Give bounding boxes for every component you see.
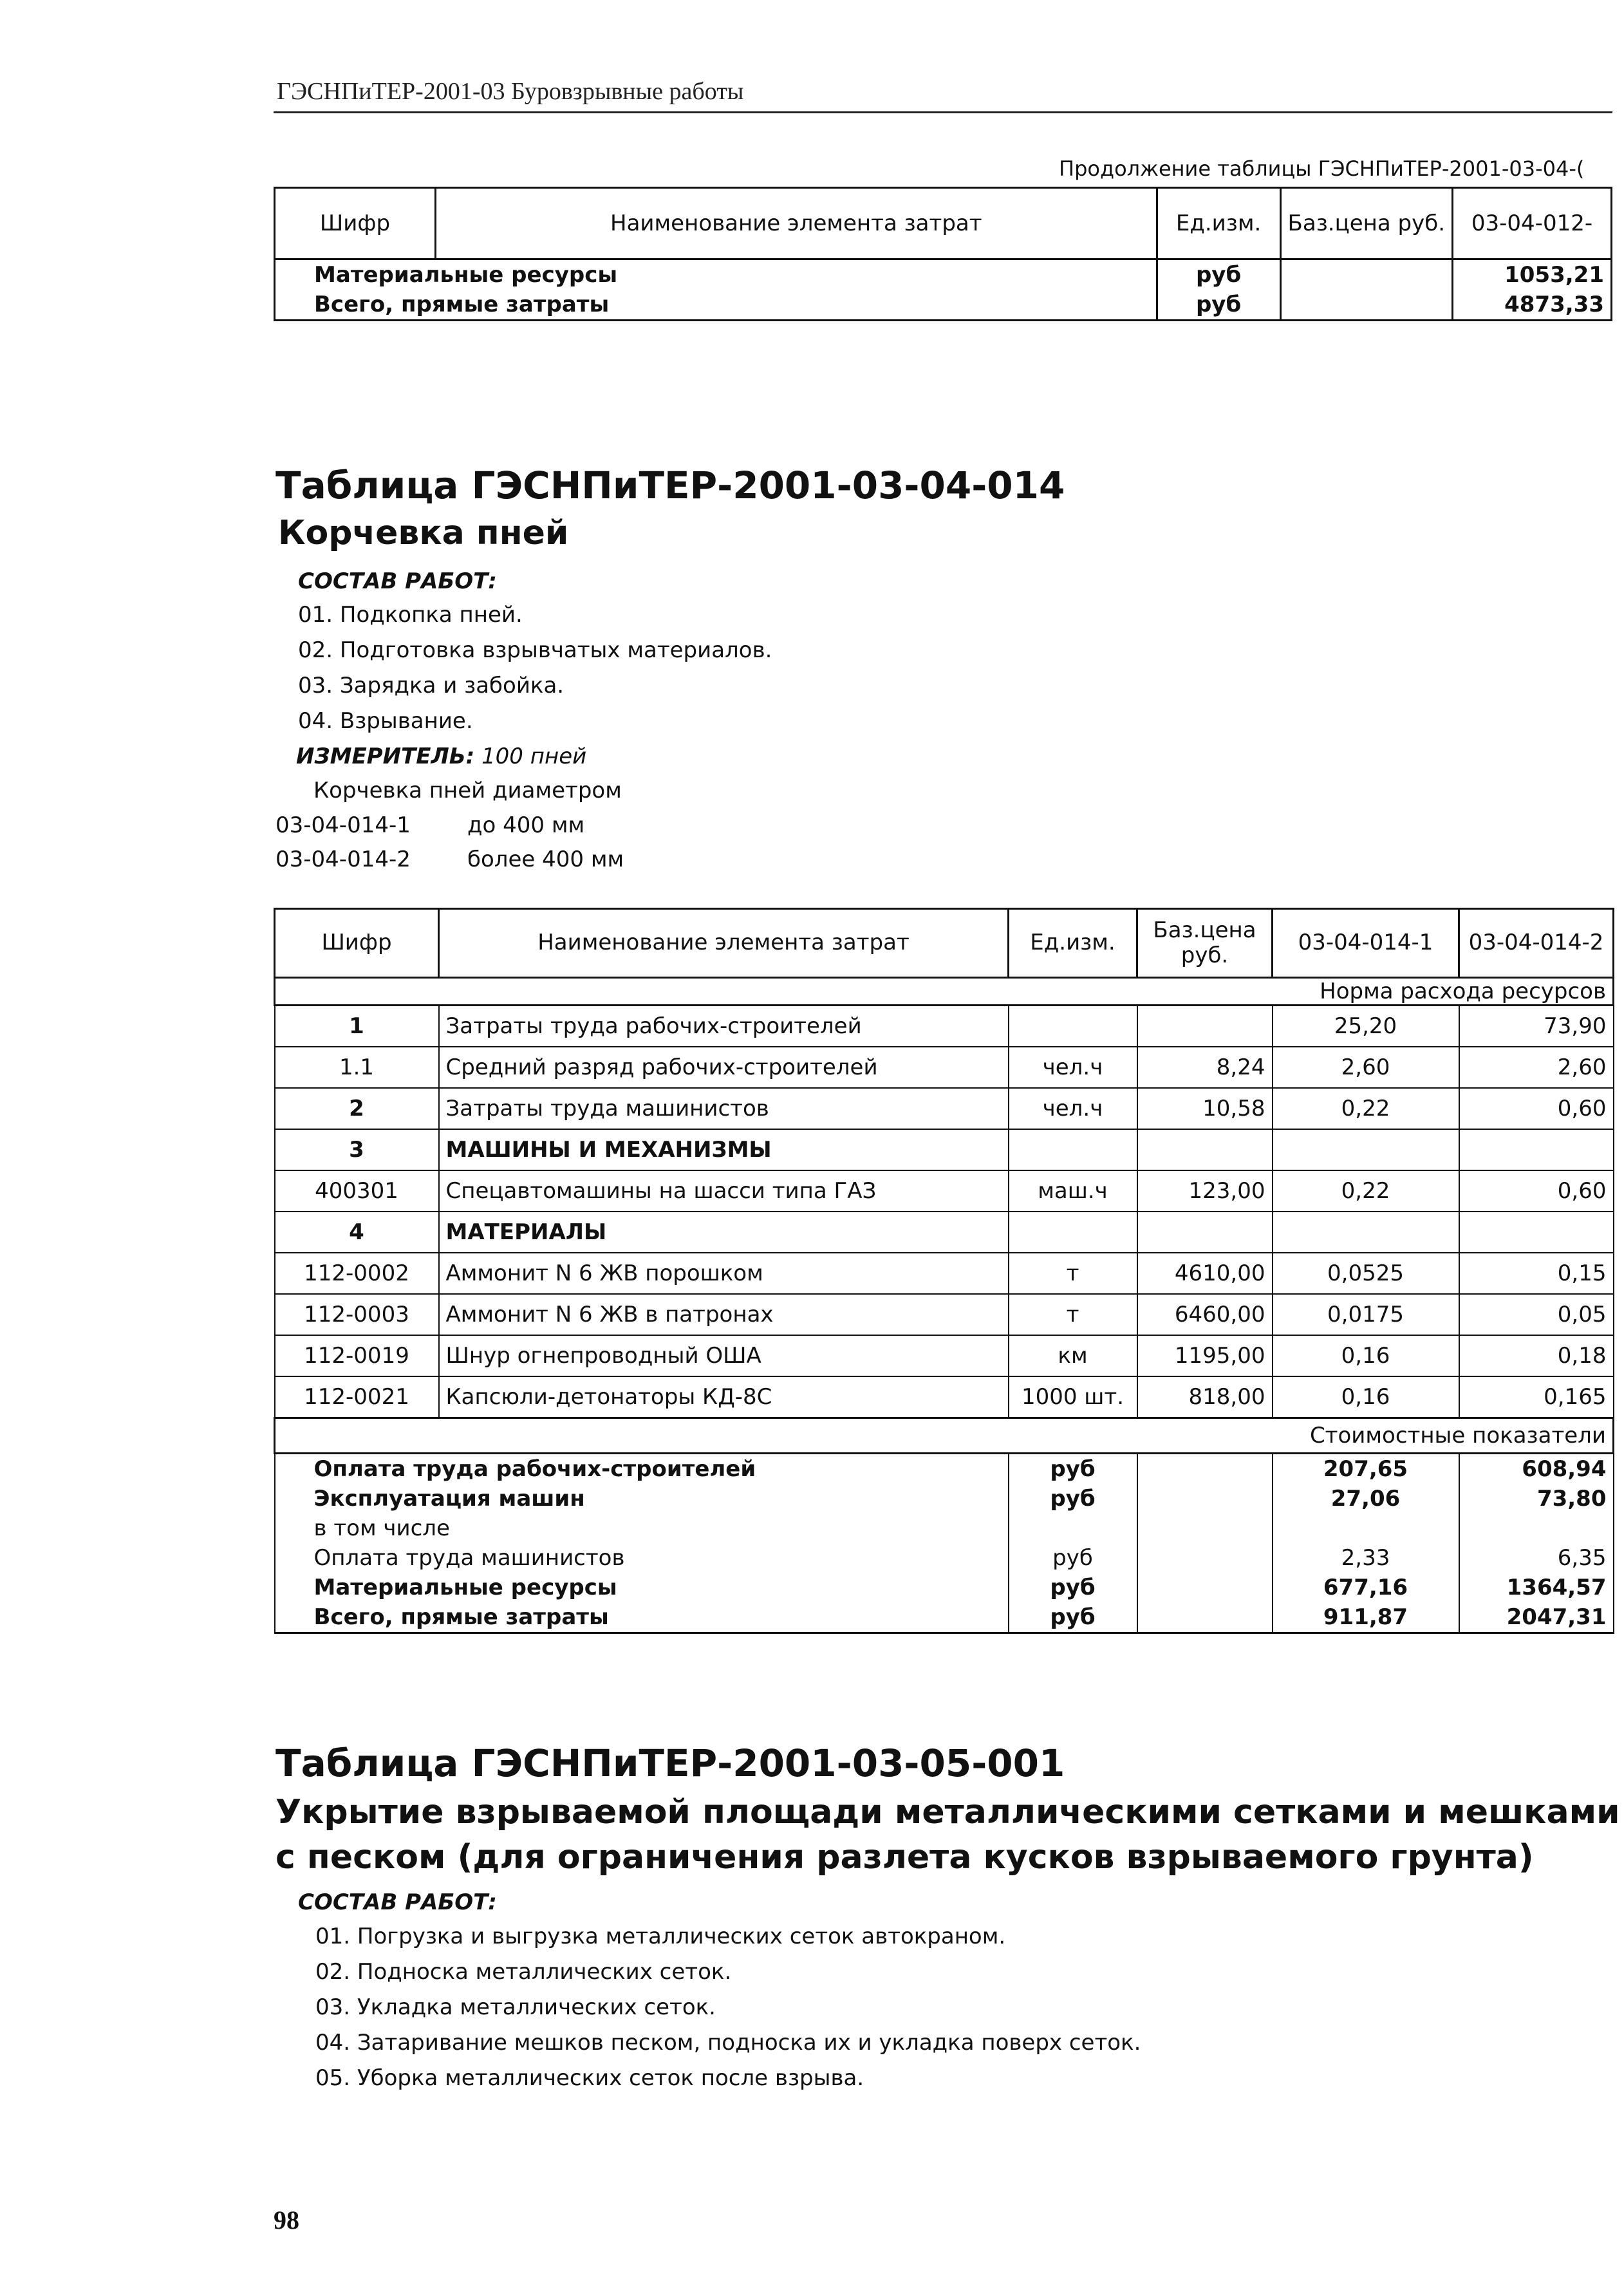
row-price	[1280, 290, 1452, 321]
table1-description: Корчевка пней диаметром	[313, 778, 622, 803]
row-value: 4873,33	[1453, 290, 1612, 321]
table-row	[275, 1376, 1614, 1418]
row-name: Аммонит N 6 ЖВ в патронах	[439, 1294, 1009, 1335]
code: 03-04-014-1	[275, 812, 411, 838]
cost-caption: Стоимостные показатели	[275, 1418, 1614, 1454]
resource-header-row	[275, 909, 1614, 978]
col-header-code-1: 03-04-014-1	[1273, 909, 1459, 978]
cost-unit: руб	[1009, 1573, 1137, 1602]
row-value-2: 0,60	[1459, 1170, 1614, 1212]
row-value-1: 0,0525	[1273, 1253, 1459, 1294]
row-value-2	[1459, 1129, 1614, 1170]
row-value-1: 2,60	[1273, 1047, 1459, 1088]
row-name: МАТЕРИАЛЫ	[439, 1212, 1009, 1253]
row-code: 1	[275, 1006, 439, 1047]
row-value-1: 0,16	[1273, 1376, 1459, 1418]
cost-value-1: 207,65	[1273, 1454, 1459, 1485]
row-price: 818,00	[1137, 1376, 1273, 1418]
resource-table	[274, 908, 1614, 1634]
cost-name: Всего, прямые затраты	[275, 1602, 1009, 1633]
table-row	[275, 290, 1612, 321]
col-header-code-2: 03-04-014-2	[1459, 909, 1614, 978]
row-code: 112-0003	[275, 1294, 439, 1335]
row-name: Средний разряд рабочих-строителей	[439, 1047, 1009, 1088]
col-header-code-value: 03-04-012-	[1453, 188, 1612, 259]
col-header-name: Наименование элемента затрат	[439, 909, 1009, 978]
row-name: Затраты труда рабочих-строителей	[439, 1006, 1009, 1047]
cost-value-1: 911,87	[1273, 1602, 1459, 1633]
cost-unit: руб	[1009, 1602, 1137, 1633]
code-entry-1	[275, 812, 584, 838]
row-price	[1280, 259, 1452, 290]
cost-value-2: 2047,31	[1459, 1602, 1614, 1633]
row-value: 1053,21	[1453, 259, 1612, 290]
row-value-2: 0,60	[1459, 1088, 1614, 1129]
row-value-1	[1273, 1129, 1459, 1170]
row-price: 1195,00	[1137, 1335, 1273, 1376]
row-unit: чел.ч	[1009, 1088, 1137, 1129]
cost-price	[1137, 1454, 1273, 1485]
cost-value-1	[1273, 1513, 1459, 1543]
cost-price	[1137, 1543, 1273, 1573]
row-code: 112-0019	[275, 1335, 439, 1376]
code: 03-04-014-2	[275, 847, 411, 872]
table-row	[275, 1088, 1614, 1129]
cost-row	[275, 1543, 1614, 1573]
cost-row	[275, 1513, 1614, 1543]
cost-value-2: 6,35	[1459, 1543, 1614, 1573]
row-value-1: 0,0175	[1273, 1294, 1459, 1335]
cost-price	[1137, 1573, 1273, 1602]
row-value-1	[1273, 1212, 1459, 1253]
continuation-header-row	[275, 188, 1612, 259]
row-code: 4	[275, 1212, 439, 1253]
row-name: Капсюли-детонаторы КД-8С	[439, 1376, 1009, 1418]
row-value-2	[1459, 1212, 1614, 1253]
cost-unit: руб	[1009, 1484, 1137, 1513]
continuation-caption: Продолжение таблицы ГЭСНПиТЕР-2001-03-04-(	[1059, 156, 1585, 181]
cost-name: Эксплуатация машин	[275, 1484, 1009, 1513]
col-header-unit: Ед.изм.	[1157, 188, 1280, 259]
col-header-name: Наименование элемента затрат	[435, 188, 1157, 259]
table-row	[275, 259, 1612, 290]
row-code: 2	[275, 1088, 439, 1129]
row-unit	[1009, 1129, 1137, 1170]
row-name: Всего, прямые затраты	[275, 290, 1157, 321]
row-name: Аммонит N 6 ЖВ порошком	[439, 1253, 1009, 1294]
work-item: 03. Зарядка и забойка.	[298, 673, 565, 698]
row-code: 3	[275, 1129, 439, 1170]
row-price: 4610,00	[1137, 1253, 1273, 1294]
row-code: 400301	[275, 1170, 439, 1212]
cost-value-1: 677,16	[1273, 1573, 1459, 1602]
row-value-2: 0,05	[1459, 1294, 1614, 1335]
cost-row	[275, 1573, 1614, 1602]
row-unit: руб	[1157, 259, 1280, 290]
row-price	[1137, 1006, 1273, 1047]
col-header-unit: Ед.изм.	[1009, 909, 1137, 978]
work-item: 04. Взрывание.	[298, 708, 473, 734]
row-value-2: 73,90	[1459, 1006, 1614, 1047]
cost-value-2: 73,80	[1459, 1484, 1614, 1513]
cost-unit: руб	[1009, 1454, 1137, 1485]
cost-value-2: 1364,57	[1459, 1573, 1614, 1602]
row-value-1: 0,22	[1273, 1088, 1459, 1129]
page-number: 98	[274, 2206, 299, 2235]
work-item: 02. Подноска металлических сеток.	[315, 1959, 732, 1985]
table1-title: Таблица ГЭСНПиТЕР-2001-03-04-014	[275, 464, 1065, 507]
cost-row	[275, 1484, 1614, 1513]
row-code: 112-0002	[275, 1253, 439, 1294]
meter-value: 100 пней	[481, 744, 587, 769]
work-item: 04. Затаривание мешков песком, подноска их и укладка поверх сеток.	[315, 2030, 1141, 2056]
cost-name: Оплата труда машинистов	[275, 1543, 1009, 1573]
row-price	[1137, 1212, 1273, 1253]
meter	[296, 744, 586, 769]
row-unit: т	[1009, 1253, 1137, 1294]
table-row	[275, 1170, 1614, 1212]
table1-subtitle: Корчевка пней	[278, 514, 569, 552]
header-rule	[274, 111, 1612, 113]
table2-subtitle-line-1: Укрытие взрываемой площади металлическими сетками и мешками	[275, 1793, 1620, 1832]
row-unit: км	[1009, 1335, 1137, 1376]
cost-name: в том числе	[275, 1513, 1009, 1543]
cost-name: Оплата труда рабочих-строителей	[275, 1454, 1009, 1485]
table-row	[275, 1212, 1614, 1253]
cost-price	[1137, 1484, 1273, 1513]
cost-price	[1137, 1513, 1273, 1543]
row-value-2: 0,15	[1459, 1253, 1614, 1294]
cost-value-1: 2,33	[1273, 1543, 1459, 1573]
table-row	[275, 1129, 1614, 1170]
running-header: ГЭСНПиТЕР-2001-03 Буровзрывные работы	[277, 78, 744, 105]
cost-value-2	[1459, 1513, 1614, 1543]
row-price: 10,58	[1137, 1088, 1273, 1129]
table2-works-label: СОСТАВ РАБОТ:	[298, 1889, 497, 1915]
meter-label: ИЗМЕРИТЕЛЬ:	[296, 744, 475, 769]
row-price: 8,24	[1137, 1047, 1273, 1088]
work-item: 02. Подготовка взрывчатых материалов.	[298, 637, 772, 663]
table2-title: Таблица ГЭСНПиТЕР-2001-03-05-001	[275, 1741, 1065, 1785]
cost-value-1: 27,06	[1273, 1484, 1459, 1513]
row-value-2: 0,18	[1459, 1335, 1614, 1376]
table-row	[275, 1253, 1614, 1294]
row-unit: руб	[1157, 290, 1280, 321]
row-code: 112-0021	[275, 1376, 439, 1418]
table-row	[275, 1047, 1614, 1088]
work-item: 01. Погрузка и выгрузка металлических сеток автокраном.	[315, 1924, 1006, 1949]
cost-value-2: 608,94	[1459, 1454, 1614, 1485]
row-name: Шнур огнепроводный ОША	[439, 1335, 1009, 1376]
table1-works-label: СОСТАВ РАБОТ:	[298, 568, 497, 594]
code-text: до 400 мм	[467, 812, 585, 838]
cost-row	[275, 1602, 1614, 1633]
row-value-1: 0,16	[1273, 1335, 1459, 1376]
row-name: Материальные ресурсы	[275, 259, 1157, 290]
row-price	[1137, 1129, 1273, 1170]
row-unit: 1000 шт.	[1009, 1376, 1137, 1418]
row-unit	[1009, 1212, 1137, 1253]
table-row	[275, 1006, 1614, 1047]
cost-unit	[1009, 1513, 1137, 1543]
table-row	[275, 1294, 1614, 1335]
work-item: 03. Укладка металлических сеток.	[315, 1994, 716, 2020]
table2-subtitle-line-2: с песком (для ограничения разлета кусков взрываемого грунта)	[275, 1838, 1534, 1877]
cost-price	[1137, 1602, 1273, 1633]
col-header-price: Баз.цена руб.	[1137, 909, 1273, 978]
col-header-price: Баз.цена руб.	[1280, 188, 1452, 259]
code-text: более 400 мм	[467, 847, 624, 872]
cost-name: Материальные ресурсы	[275, 1573, 1009, 1602]
work-item: 05. Уборка металлических сеток после взрыва.	[315, 2065, 864, 2091]
continuation-table	[274, 187, 1612, 321]
row-unit: т	[1009, 1294, 1137, 1335]
row-name: Спецавтомашины на шасси типа ГАЗ	[439, 1170, 1009, 1212]
col-header-code: Шифр	[275, 188, 436, 259]
table-row	[275, 1335, 1614, 1376]
row-value-2: 0,165	[1459, 1376, 1614, 1418]
row-value-1: 0,22	[1273, 1170, 1459, 1212]
cost-row	[275, 1454, 1614, 1485]
row-unit: чел.ч	[1009, 1047, 1137, 1088]
code-entry-2	[275, 847, 624, 872]
cost-caption-row	[275, 1418, 1614, 1454]
row-unit	[1009, 1006, 1137, 1047]
norm-caption: Норма расхода ресурсов	[275, 978, 1614, 1006]
row-unit: маш.ч	[1009, 1170, 1137, 1212]
work-item: 01. Подкопка пней.	[298, 602, 523, 628]
row-name: МАШИНЫ И МЕХАНИЗМЫ	[439, 1129, 1009, 1170]
row-value-2: 2,60	[1459, 1047, 1614, 1088]
norm-caption-row	[275, 978, 1614, 1006]
row-code: 1.1	[275, 1047, 439, 1088]
row-price: 6460,00	[1137, 1294, 1273, 1335]
row-value-1: 25,20	[1273, 1006, 1459, 1047]
col-header-code: Шифр	[275, 909, 439, 978]
cost-unit: руб	[1009, 1543, 1137, 1573]
row-name: Затраты труда машинистов	[439, 1088, 1009, 1129]
row-price: 123,00	[1137, 1170, 1273, 1212]
